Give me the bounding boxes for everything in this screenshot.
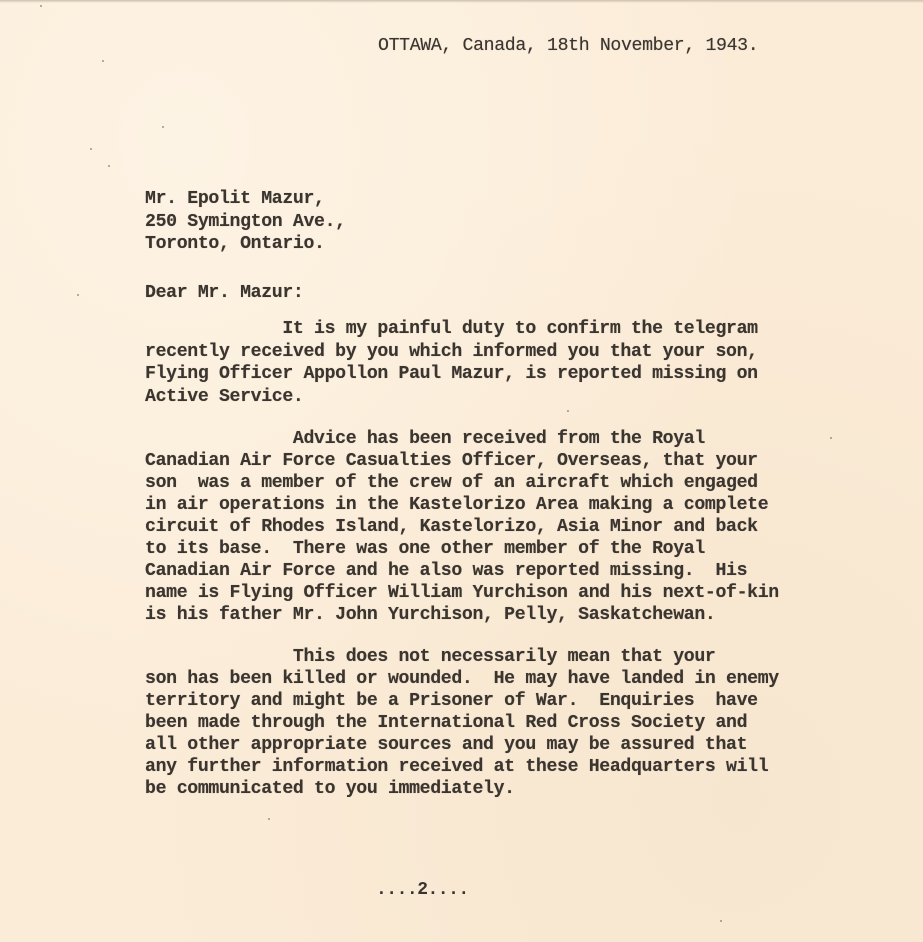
- paper-speck: [90, 148, 92, 150]
- paragraph-line: It is my painful duty to confirm the telegram: [145, 319, 758, 339]
- paragraph-line: son has been killed or wounded. He may have landed in enemy: [145, 669, 779, 689]
- paper-speck: [720, 920, 722, 922]
- paragraph-line: Canadian Air Force and he also was reported missing. His: [145, 561, 748, 581]
- paragraph-line: circuit of Rhodes Island, Kastelorizo, Asia Minor and back: [145, 517, 758, 537]
- paragraph-line: This does not necessarily mean that your: [145, 647, 716, 667]
- paragraph-line: been made through the International Red Cross Society and: [145, 713, 748, 733]
- paragraph-line: is his father Mr. John Yurchison, Pelly, Saskatchewan.: [145, 605, 716, 625]
- paragraph-line: territory and might be a Prisoner of War. Enquiries have: [145, 691, 758, 711]
- paper-speck: [40, 5, 42, 7]
- paragraph-line: Canadian Air Force Casualties Officer, Overseas, that your: [145, 451, 758, 471]
- paragraph-line: name is Flying Officer William Yurchison and his next-of-kin: [145, 583, 779, 603]
- recipient-street: 250 Symington Ave.,: [145, 212, 346, 232]
- paper-speck: [108, 165, 110, 167]
- paragraph-line: Flying Officer Appollon Paul Mazur, is reported missing on: [145, 364, 758, 384]
- paragraph-line: Advice has been received from the Royal: [145, 429, 705, 449]
- paper-speck: [162, 126, 164, 128]
- paragraph-line: son was a member of the crew of an aircraft which engaged: [145, 473, 758, 493]
- salutation: Dear Mr. Mazur:: [145, 283, 304, 303]
- paper-speck: [567, 410, 569, 412]
- paragraph-line: recently received by you which informed you that your son,: [145, 342, 758, 362]
- paper-speck: [77, 294, 79, 296]
- page-number-marker: ....2....: [376, 880, 469, 900]
- recipient-city: Toronto, Ontario.: [145, 234, 325, 254]
- paper-speck: [102, 60, 104, 62]
- paragraph-line: in air operations in the Kastelorizo Area making a complete: [145, 495, 769, 515]
- dateline: OTTAWA, Canada, 18th November, 1943.: [378, 36, 759, 56]
- recipient-name: Mr. Epolit Mazur,: [145, 189, 325, 209]
- paper-speck: [830, 437, 832, 439]
- paragraph-line: all other appropriate sources and you may be assured that: [145, 735, 748, 755]
- paper-speck: [268, 818, 270, 820]
- paragraph-line: be communicated to you immediately.: [145, 779, 515, 799]
- paragraph-line: to its base. There was one other member of the Royal: [145, 539, 705, 559]
- scan-edge-shadow: [0, 0, 923, 3]
- paragraph-line: Active Service.: [145, 387, 304, 407]
- paragraph-line: any further information received at these Headquarters will: [145, 757, 769, 777]
